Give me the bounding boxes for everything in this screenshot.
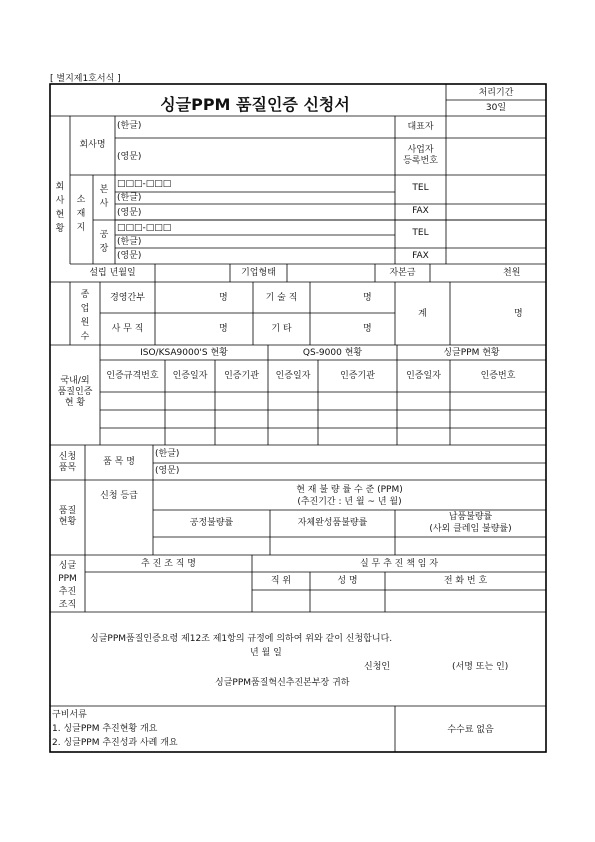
- product-english: (영문): [155, 466, 180, 476]
- position-label: 직 위: [270, 576, 292, 586]
- company-type-label: 기업형태: [241, 268, 276, 278]
- certs-section-label: 국내/외 품질인증 현 황: [57, 376, 93, 408]
- hq-korean: (한글): [117, 193, 142, 203]
- processing-label: 처리기간: [478, 88, 514, 98]
- iso-cert-std: 인증규격번호: [106, 371, 159, 381]
- location-label: 소재지: [76, 195, 86, 233]
- qs-cert-date: 인증일자: [275, 371, 311, 381]
- factory-tel-label: TEL: [412, 228, 429, 238]
- hq-english: (영문): [117, 208, 142, 218]
- org-name-label: 추 진 조 직 명: [141, 559, 196, 569]
- manager-label: 실 무 추 진 책 임 자: [359, 559, 439, 569]
- product-name-label: 품 목 명: [103, 457, 135, 467]
- factory-english: (영문): [117, 251, 142, 261]
- page-title: 싱글PPM 품질인증 신청서: [160, 95, 350, 114]
- qs-header: QS-9000 현황: [302, 348, 363, 358]
- processing-value: 30일: [485, 103, 507, 113]
- ppm-cert-no: 인증번호: [480, 371, 516, 381]
- qs-cert-org: 인증기관: [340, 371, 375, 381]
- phone-label: 전 화 번 호: [443, 576, 488, 586]
- technical-label: 기 술 직: [265, 293, 298, 303]
- company-name-label: 회사명: [79, 140, 106, 150]
- docs-title: 구비서류: [52, 710, 87, 720]
- ppm-cert-date: 인증일자: [406, 371, 441, 381]
- other-unit: 명: [363, 324, 372, 334]
- form-label: [ 별지제1호서식 ]: [50, 74, 121, 84]
- company-section-label: 회사현황: [55, 182, 65, 234]
- ceo-label: 대표자: [407, 122, 434, 132]
- capital-label: 자본금: [389, 268, 416, 278]
- other-label: 기 타: [271, 324, 292, 334]
- iso-cert-date: 인증일자: [172, 371, 208, 381]
- docs-item-2: 2. 싱글PPM 추진성과 사례 개요: [52, 738, 178, 748]
- hq-fax-label: FAX: [412, 206, 429, 216]
- est-date-label: 설립 년월일: [89, 268, 136, 278]
- docs-item-1: 1. 싱글PPM 추진현황 개요: [52, 724, 158, 734]
- fee-label: 수수료 없음: [447, 725, 494, 735]
- office-unit: 명: [219, 324, 228, 334]
- iso-cert-org: 인증기관: [224, 371, 259, 381]
- applicant-label: 신청인: [364, 662, 391, 672]
- company-korean: (한글): [117, 121, 142, 131]
- biz-reg-label: 사업자 등록번호: [403, 145, 438, 166]
- grade-label: 신청 등급: [100, 491, 138, 501]
- delivery-defect-sub: (사외 클레임 불량률): [429, 524, 512, 534]
- delivery-defect-label: 납품불량률: [448, 512, 493, 522]
- total-unit: 명: [514, 309, 523, 319]
- technical-unit: 명: [363, 293, 372, 303]
- employees-label: 종업원수: [80, 290, 90, 342]
- factory-label: 공장: [99, 230, 109, 254]
- managers-unit: 명: [219, 293, 228, 303]
- managers-label: 경영간부: [110, 293, 145, 303]
- product-section-label: 신청 품목: [58, 452, 77, 473]
- iso-header: ISO/KSA9000'S 현황: [140, 348, 228, 358]
- factory-korean: (한글): [117, 237, 142, 247]
- factory-postcode: □□□-□□□: [117, 223, 172, 233]
- total-label: 계: [418, 309, 427, 319]
- statement-date: 년 월 일: [250, 648, 282, 658]
- self-defect-label: 자체완성품불량률: [297, 518, 368, 528]
- person-label: 성 명: [337, 576, 358, 586]
- hq-tel-label: TEL: [412, 183, 429, 193]
- addressee: 싱글PPM품질혁신추진본부장 귀하: [215, 678, 350, 688]
- office-label: 사 무 직: [111, 324, 144, 334]
- statement-text: 싱글PPM품질인증요령 제12조 제1항의 규정에 의하여 위와 같이 신청합니다.: [90, 634, 393, 644]
- hq-label: 본사: [99, 185, 109, 209]
- hq-postcode: □□□-□□□: [117, 179, 172, 189]
- process-defect-label: 공정불량률: [189, 518, 234, 528]
- capital-unit: 천원: [503, 268, 521, 278]
- company-english: (영문): [117, 152, 142, 162]
- period-label: (추진기간 : 년 월 ~ 년 월): [297, 497, 402, 507]
- defect-level-label: 현 재 불 량 률 수 준 (PPM): [296, 485, 403, 495]
- org-section-label: 싱글 PPM 추진 조직: [58, 561, 77, 610]
- quality-section-label: 품질 현황: [58, 506, 77, 527]
- ppm-header: 싱글PPM 현황: [443, 348, 500, 358]
- sign-label: (서명 또는 인): [452, 662, 509, 672]
- factory-fax-label: FAX: [412, 251, 429, 261]
- product-korean: (한글): [155, 449, 180, 459]
